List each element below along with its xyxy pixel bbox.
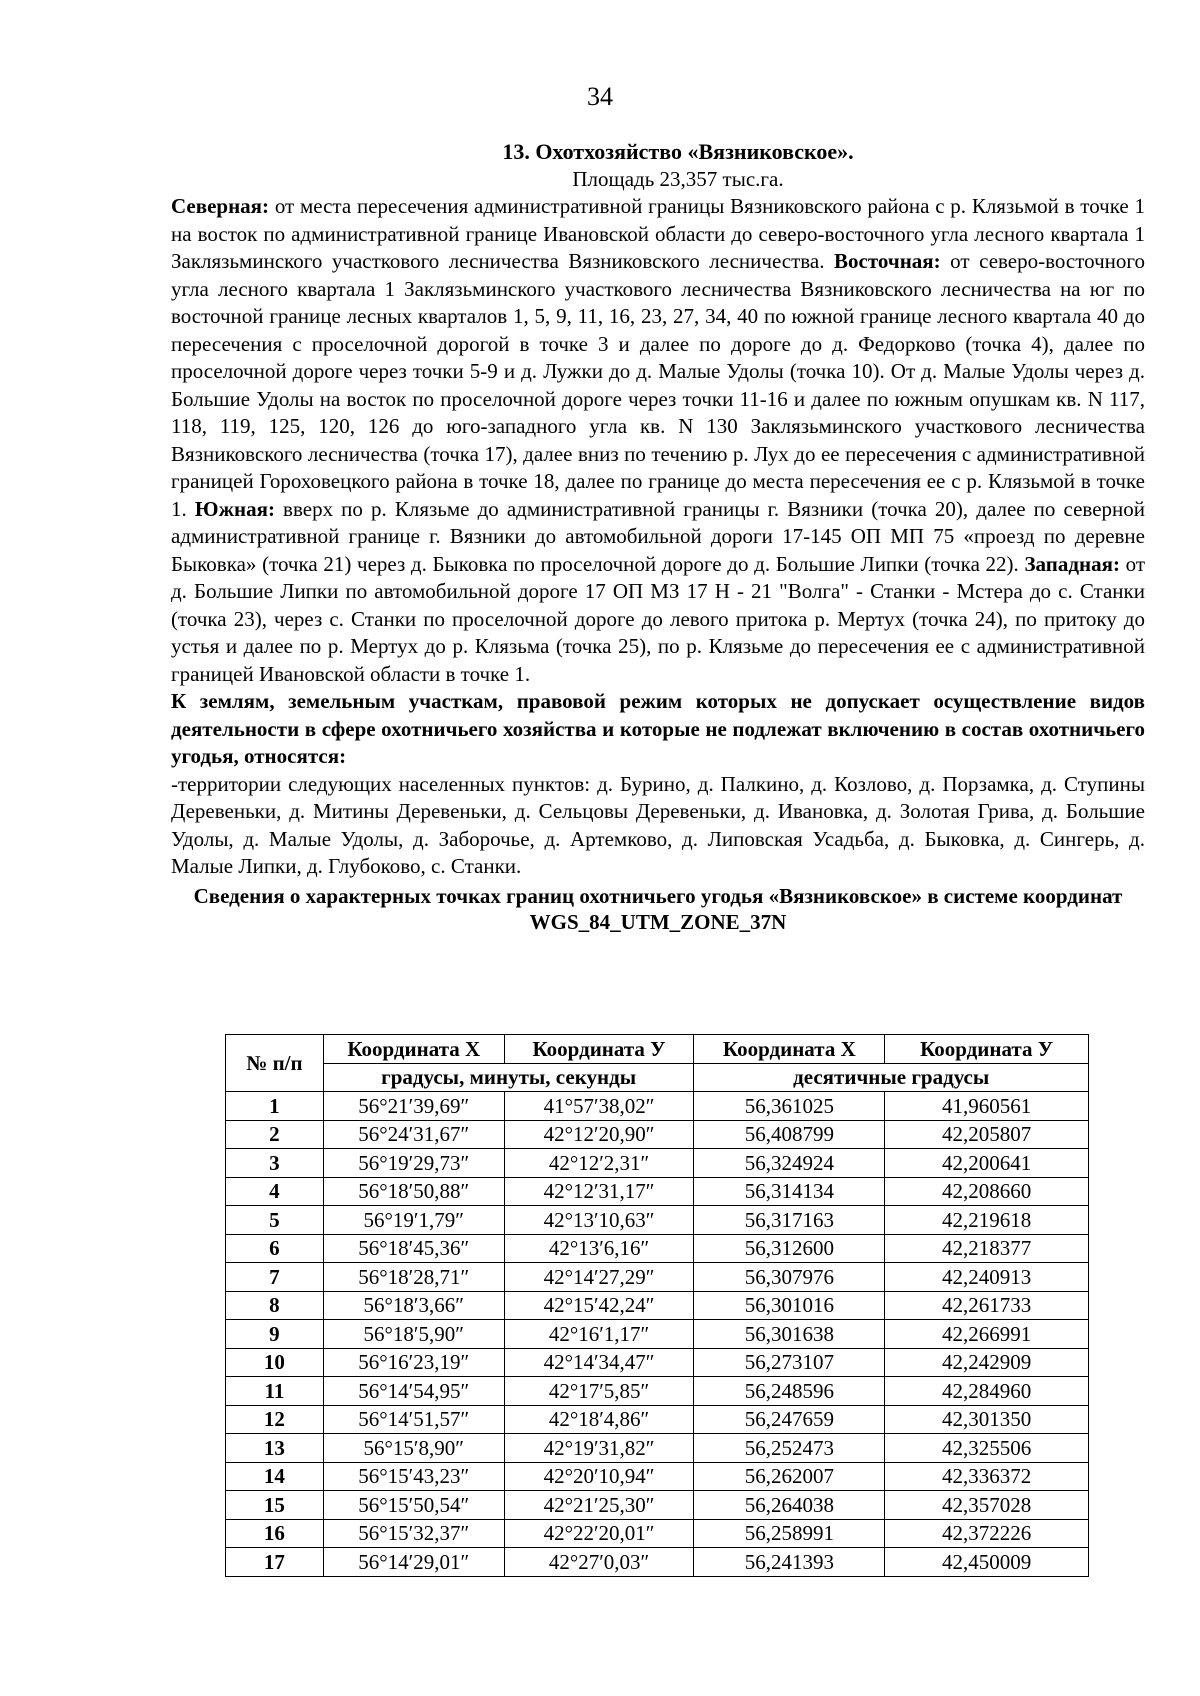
cell-x-dec: 56,258991 [694,1519,885,1548]
cell-y-dms: 42°13′10,63″ [504,1206,694,1235]
cell-x-dec: 56,273107 [694,1348,885,1377]
west-text: от д. Большие Липки по автомобильной дороге 17 ОП МЗ 17 Н - 21 "Волга" - Станки - Мстера до с. Станки (точка 23), через с. Станки по проселочной дороге до левого притока р. Мертух (точка 24), по притоку до устья и далее по р. Мертух до р. Клязьма (точка 25), по р. Клязьме до пересечения ее с административной границей Ивановской области в точке 1. [171,551,1145,686]
table-row [226,1291,1089,1320]
cell-y-dms: 42°20′10,94″ [504,1462,694,1491]
cell-y-dms: 42°12′20,90″ [504,1120,694,1149]
cell-y-dec: 42,261733 [885,1291,1089,1320]
cell-num: 4 [226,1177,324,1206]
cell-x-dec: 56,361025 [694,1092,885,1121]
cell-x-dec: 56,301016 [694,1291,885,1320]
cell-y-dec: 42,284960 [885,1377,1089,1406]
coordinates-table [225,1034,1089,1577]
cell-y-dms: 42°13′6,16″ [504,1234,694,1263]
cell-num: 12 [226,1405,324,1434]
cell-y-dec: 42,266991 [885,1320,1089,1349]
header-dec-group: десятичные градусы [694,1063,1089,1092]
cell-x-dec: 56,262007 [694,1462,885,1491]
table-row [226,1434,1089,1463]
cell-x-dms: 56°24′31,67″ [323,1120,504,1149]
table-row [226,1234,1089,1263]
east-text: от северо-восточного угла лесного квартала 1 Заклязьминского участкового лесничества Вязниковского лесничества на юг по восточной границе лесных кварталов 1, 5, 9, 11, 16, 23, 27, 34, 40 по южной границе лесного квартала 40 до пересечения с проселочной дорогой в точке 3 и далее по дороге до д. Федорково (точка 4), далее по проселочной дороге через точки 5-9 и д. Лужки до д. Малые Удолы (точка 10). От д. Малые Удолы через д. Большие Удолы на восток по проселочной дороге через точки 11-16 и далее по южным опушкам кв. N 117, 118, 119, 125, 120, 126 до юго-западного угла кв. N 130 Заклязьминского участкового лесничества Вязниковского лесничества (точка 17), далее вниз по течению р. Лух до ее пересечения с административной границей Гороховецкого района в точке 18, далее по границе до места пересечения ее с р. Клязьмой в точке 1. [171,249,1145,521]
table-row [226,1377,1089,1406]
table-row [226,1320,1089,1349]
section-title: 13. Охотхозяйство «Вязниковское». [502,139,854,164]
cell-num: 16 [226,1519,324,1548]
cell-y-dms: 42°12′2,31″ [504,1149,694,1178]
table-row [226,1177,1089,1206]
table-caption: Сведения о характерных точках границ охотничьего угодья «Вязниковское» в системе координат WGS_84_UTM_ZONE_37N [193,883,1123,934]
cell-y-dec: 42,242909 [885,1348,1089,1377]
exclusions-text: -территории следующих населенных пунктов: д. Бурино, д. Палкино, д. Козлово, д. Порзамка, д. Ступины Деревеньки, д. Митины Деревеньки, д. Сельцовы Деревеньки, д. Ивановка, д. Золотая Грива, д. Большие Удолы, д. Малые Удолы, д. Заборочье, д. Артемково, д. Липовская Усадьба, д. Быковка, д. Сингерь, д. Малые Липки, д. Глубоково, с. Станки. [171,771,1145,878]
east-label: Восточная: [834,249,941,273]
cell-x-dec: 56,312600 [694,1234,885,1263]
cell-x-dms: 56°18′28,71″ [323,1263,504,1292]
cell-num: 13 [226,1434,324,1463]
cell-y-dec: 42,240913 [885,1263,1089,1292]
cell-x-dec: 56,408799 [694,1120,885,1149]
cell-num: 8 [226,1291,324,1320]
cell-x-dms: 56°18′50,88″ [323,1177,504,1206]
cell-num: 9 [226,1320,324,1349]
cell-x-dec: 56,314134 [694,1177,885,1206]
cell-y-dec: 42,205807 [885,1120,1089,1149]
cell-y-dms: 42°22′20,01″ [504,1519,694,1548]
cell-y-dec: 42,357028 [885,1491,1089,1520]
cell-y-dec: 42,218377 [885,1234,1089,1263]
cell-y-dec: 42,450009 [885,1548,1089,1577]
cell-y-dms: 42°16′1,17″ [504,1320,694,1349]
header-coord-y-dms: Координата У [504,1035,694,1064]
south-text: вверх по р. Клязьме до административной границы г. Вязники (точка 20), далее по северной административной границе г. Вязники до автомобильной дороги 17-145 ОП МП 75 «проезд по деревне Быковка» (точка 21) через д. Быковка по проселочной дороге до д. Большие Липки (точка 22). [171,496,1146,576]
cell-y-dms: 42°14′34,47″ [504,1348,694,1377]
cell-x-dms: 56°14′54,95″ [323,1377,504,1406]
cell-x-dms: 56°14′51,57″ [323,1405,504,1434]
west-label: Западная: [1024,551,1120,576]
document-body [171,138,1145,935]
header-dms-group: градусы, минуты, секунды [323,1063,694,1092]
boundary-description [171,193,1145,688]
cell-num: 14 [226,1462,324,1491]
cell-x-dms: 56°18′3,66″ [323,1291,504,1320]
table-row [226,1462,1089,1491]
cell-x-dms: 56°14′29,01″ [323,1548,504,1577]
cell-y-dec: 42,200641 [885,1149,1089,1178]
table-row [226,1092,1089,1121]
cell-x-dms: 56°19′1,79″ [323,1206,504,1235]
exclusions-heading: К землям, земельным участкам, правовой режим которых не допускает осуществление видов деятельности в сфере охотничьего хозяйства и которые не подлежат включению в состав охотничьего угодья, относятся: [171,689,1145,768]
cell-x-dec: 56,324924 [694,1149,885,1178]
cell-x-dec: 56,241393 [694,1548,885,1577]
table-row [226,1149,1089,1178]
cell-x-dms: 56°15′32,37″ [323,1519,504,1548]
table-row [226,1263,1089,1292]
cell-num: 15 [226,1491,324,1520]
header-coord-x-dms: Координата X [323,1035,504,1064]
cell-num: 6 [226,1234,324,1263]
cell-num: 7 [226,1263,324,1292]
table-row [226,1348,1089,1377]
cell-y-dms: 42°14′27,29″ [504,1263,694,1292]
cell-y-dec: 42,336372 [885,1462,1089,1491]
cell-y-dec: 42,325506 [885,1434,1089,1463]
cell-y-dec: 42,372226 [885,1519,1089,1548]
cell-y-dec: 42,208660 [885,1177,1089,1206]
cell-y-dms: 42°21′25,30″ [504,1491,694,1520]
header-coord-y-dec: Координата У [885,1035,1089,1064]
table-row [226,1206,1089,1235]
cell-num: 5 [226,1206,324,1235]
cell-num: 1 [226,1092,324,1121]
cell-y-dec: 42,301350 [885,1405,1089,1434]
cell-y-dms: 41°57′38,02″ [504,1092,694,1121]
page-number: 34 [587,82,613,111]
cell-x-dec: 56,307976 [694,1263,885,1292]
table-row [226,1491,1089,1520]
cell-x-dec: 56,317163 [694,1206,885,1235]
cell-num: 11 [226,1377,324,1406]
cell-x-dms: 56°21′39,69″ [323,1092,504,1121]
cell-x-dms: 56°18′5,90″ [323,1320,504,1349]
table-row [226,1405,1089,1434]
cell-y-dec: 41,960561 [885,1092,1089,1121]
cell-y-dms: 42°27′0,03″ [504,1548,694,1577]
north-text: от места пересечения административной границы Вязниковского района с р. Клязьмой в точке 1 на восток по административной границе Ивановской области до северо-восточного угла лесного квартала 1 Заклязьминского участкового лесничества Вязниковского лесничества. [171,194,1145,273]
north-label: Северная: [171,194,270,218]
table-row [226,1519,1089,1548]
cell-num: 10 [226,1348,324,1377]
cell-x-dec: 56,301638 [694,1320,885,1349]
header-num: № п/п [226,1035,324,1092]
cell-x-dms: 56°15′8,90″ [323,1434,504,1463]
cell-x-dms: 56°19′29,73″ [323,1149,504,1178]
header-coord-x-dec: Координата X [694,1035,885,1064]
area-line: Площадь 23,357 тыс.га. [572,166,784,191]
cell-y-dms: 42°15′42,24″ [504,1291,694,1320]
south-label: Южная: [194,496,275,521]
cell-y-dec: 42,219618 [885,1206,1089,1235]
cell-y-dms: 42°18′4,86″ [504,1405,694,1434]
cell-y-dms: 42°17′5,85″ [504,1377,694,1406]
cell-y-dms: 42°19′31,82″ [504,1434,694,1463]
cell-num: 3 [226,1149,324,1178]
cell-x-dms: 56°15′50,54″ [323,1491,504,1520]
table-row [226,1120,1089,1149]
cell-num: 17 [226,1548,324,1577]
cell-x-dms: 56°18′45,36″ [323,1234,504,1263]
cell-x-dms: 56°16′23,19″ [323,1348,504,1377]
cell-y-dms: 42°12′31,17″ [504,1177,694,1206]
cell-num: 2 [226,1120,324,1149]
cell-x-dec: 56,252473 [694,1434,885,1463]
cell-x-dec: 56,248596 [694,1377,885,1406]
cell-x-dms: 56°15′43,23″ [323,1462,504,1491]
cell-x-dec: 56,264038 [694,1491,885,1520]
cell-x-dec: 56,247659 [694,1405,885,1434]
table-row [226,1548,1089,1577]
